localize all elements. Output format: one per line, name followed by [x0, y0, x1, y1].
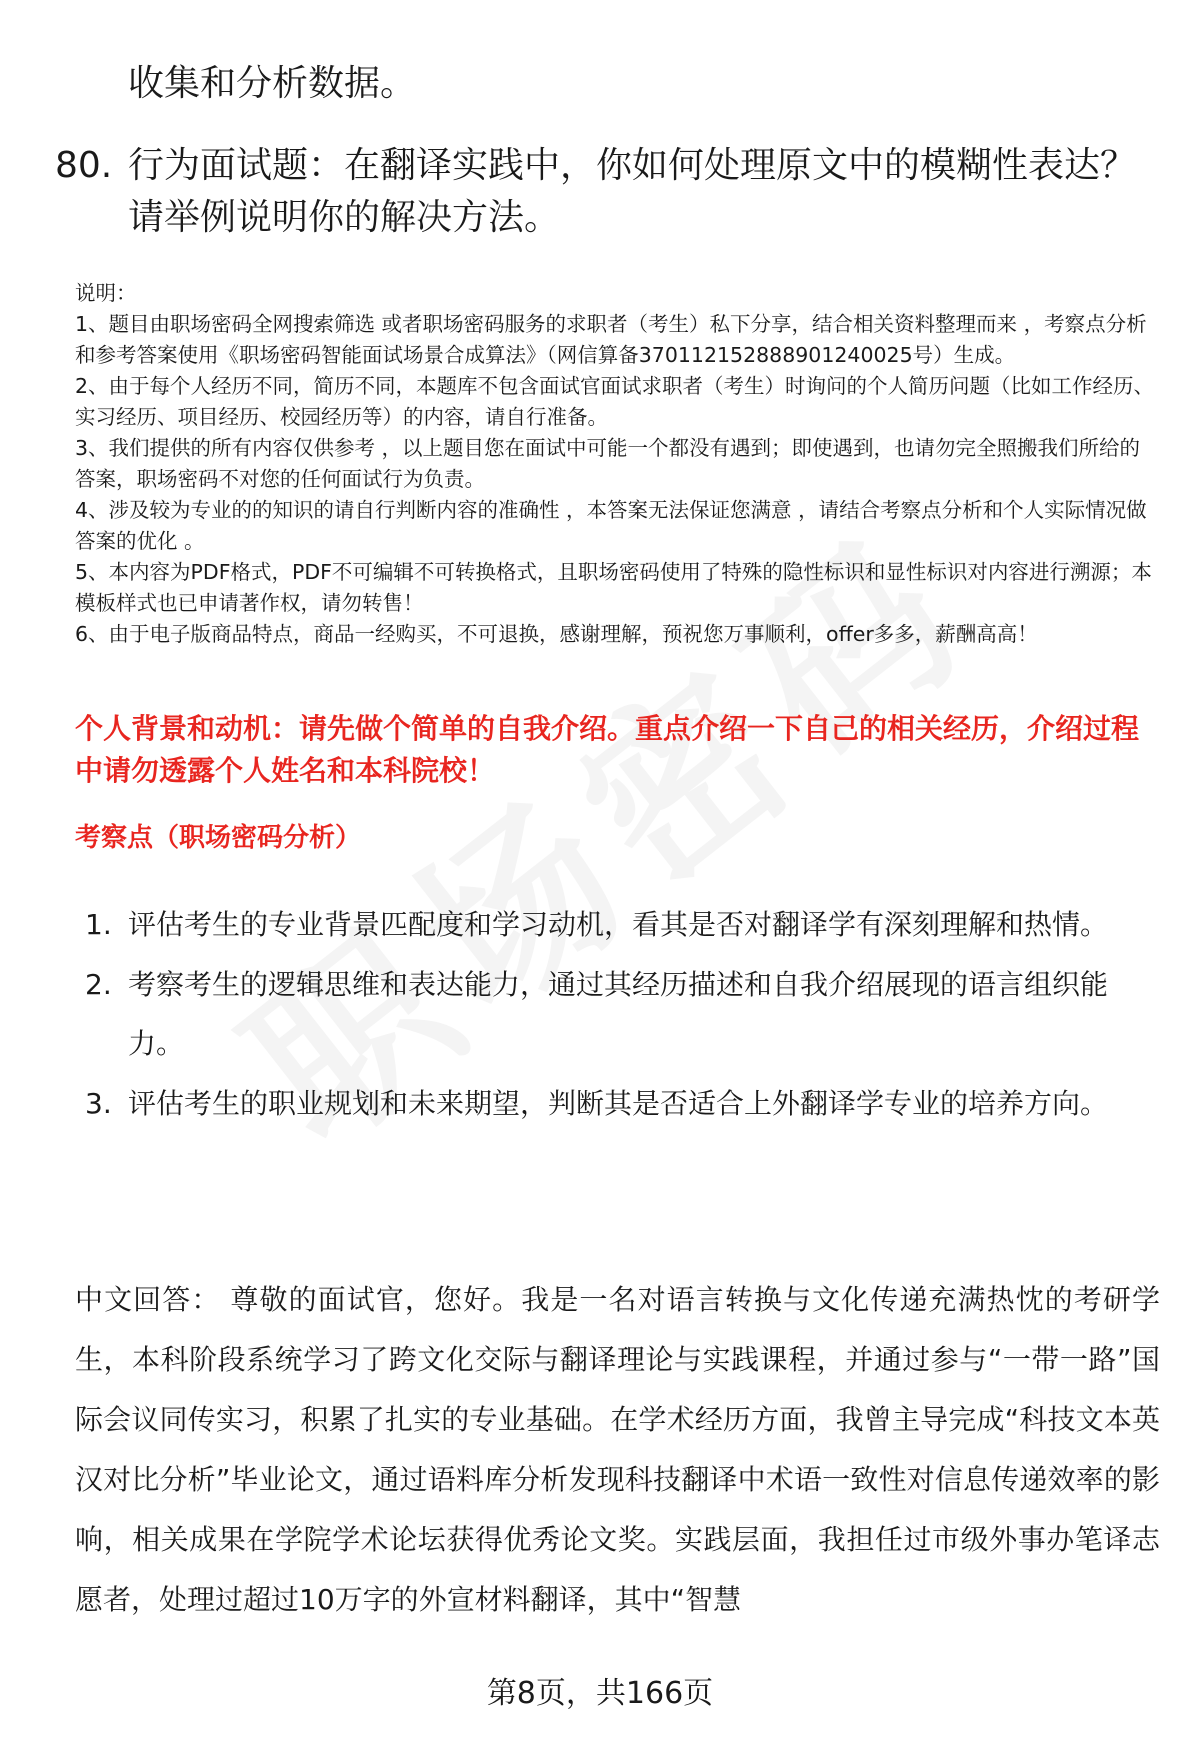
point-number: 3. [85, 1087, 112, 1120]
note-item: 3、我们提供的所有内容仅供参考 ，以上题目您在面试中可能一个都没有遇到；即使遇到，也请勿完全照搬我们所给的答案，职场密码不对您的任何面试行为负责。 [75, 436, 1141, 491]
section-subheading: 考察点（职场密码分析） [75, 823, 362, 853]
point-text: 评估考生的职业规划和未来期望，判断其是否适合上外翻译学专业的培养方向。 [128, 1087, 1109, 1120]
disclaimer-notes [75, 278, 1155, 650]
assessment-point [85, 955, 1145, 1073]
previous-item-tail: 收集和分析数据。 [128, 63, 417, 104]
note-item: 1、题目由职场密码全网搜索筛选 或者职场密码服务的求职者（考生）私下分享，结合相关资料整理而来 ，考察点分析和参考答案使用《职场密码智能面试场景合成算法》（网信算备370112152888901240025号）生成。 [75, 312, 1147, 367]
note-item: 6、由于电子版商品特点，商品一经购买，不可退换，感谢理解，预祝您万事顺利，offer多多，薪酬高高！ [75, 622, 1038, 646]
section-heading: 个人背景和动机：请先做个简单的自我介绍。重点介绍一下自己的相关经历，介绍过程中请勿透露个人姓名和本科院校！ [75, 712, 1140, 787]
notes-title: 说明： [75, 281, 137, 305]
answer-paragraph: 中文回答： 尊敬的面试官，您好。我是一名对语言转换与文化传递充满热忱的考研学生，本科阶段系统学习了跨文化交际与翻译理论与实践课程，并通过参与“一带一路”国际会议同传实习，积累了扎实的专业基础。在学术经历方面，我曾主导完成“科技文本英汉对比分析”毕业论文，通过语料库分析发现科技翻译中术语一致性对信息传递效率的影响，相关成果在学院学术论坛获得优秀论文奖。实践层面，我担任过市级外事办笔译志愿者，处理过超过10万字的外宣材料翻译，其中“智慧 [75, 1283, 1160, 1616]
point-text: 评估考生的专业背景匹配度和学习动机，看其是否对翻译学有深刻理解和热情。 [128, 908, 1109, 941]
page-number: 第8页，共166页 [486, 1676, 714, 1711]
note-item: 5、本内容为PDF格式，PDF不可编辑不可转换格式，且职场密码使用了特殊的隐性标识和显性标识对内容进行溯源；本模板样式也已申请著作权，请勿转售！ [75, 560, 1152, 615]
question-text: 行为面试题：在翻译实践中，你如何处理原文中的模糊性表达？请举例说明你的解决方法。 [128, 145, 1137, 238]
note-item: 2、由于每个人经历不同，简历不同，本题库不包含面试官面试求职者（考生）时询问的个人简历问题（比如工作经历、实习经历、项目经历、校园经历等）的内容，请自行准备。 [75, 374, 1155, 429]
assessment-points [85, 895, 1145, 1134]
assessment-point [85, 895, 1145, 954]
point-number: 1. [85, 908, 112, 941]
question-number: 80. [55, 145, 113, 186]
question-item [55, 140, 1155, 244]
point-text: 考察考生的逻辑思维和表达能力，通过其经历描述和自我介绍展现的语言组织能力。 [128, 968, 1109, 1060]
note-item: 4、涉及较为专业的的知识的请自行判断内容的准确性 ，本答案无法保证您满意 ，请结合考察点分析和个人实际情况做答案的优化 。 [75, 498, 1147, 553]
point-number: 2. [85, 968, 112, 1001]
assessment-point [85, 1074, 1145, 1133]
